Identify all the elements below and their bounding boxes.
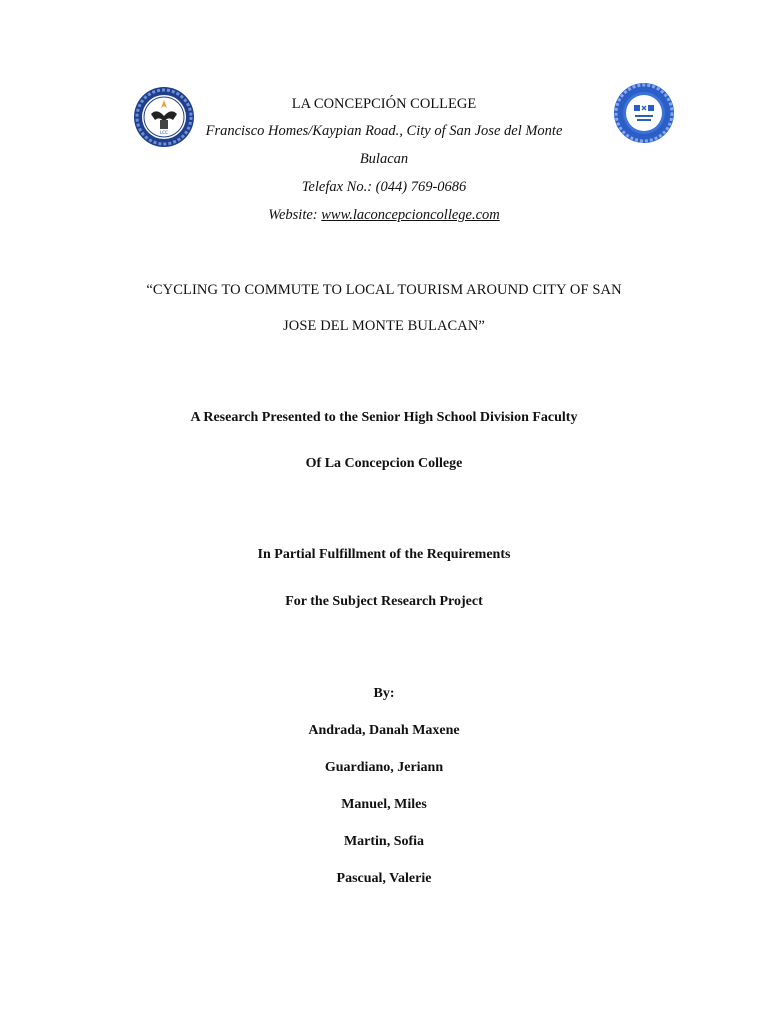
svg-text:LCC: LCC: [160, 130, 168, 135]
fulfillment-line-1: In Partial Fulfillment of the Requirements: [257, 547, 511, 562]
fulfillment-line-2: For the Subject Research Project: [285, 594, 483, 609]
author-name: Pascual, Valerie: [336, 871, 432, 886]
website-label: Website:: [268, 207, 322, 223]
telefax-line: Telefax No.: (044) 769-0686: [301, 179, 467, 195]
author-name: Martin, Sofia: [343, 834, 425, 849]
address-line-1: Francisco Homes/Kaypian Road., City of San Jose del Monte: [205, 123, 563, 139]
author-name: Manuel, Miles: [341, 797, 427, 812]
website-link[interactable]: www.laconcepcioncollege.com: [321, 207, 500, 223]
author-name: Guardiano, Jeriann: [324, 760, 444, 775]
research-title-line-2: JOSE DEL MONTE BULACAN”: [283, 318, 485, 334]
research-title-line-1: “CYCLING TO COMMUTE TO LOCAL TOURISM AROUND CITY OF SAN: [146, 282, 622, 298]
by-label: By:: [373, 686, 395, 701]
website-line: [0, 207, 768, 224]
presentation-line-2: Of La Concepcion College: [305, 456, 463, 471]
author-name: Andrada, Danah Maxene: [308, 723, 460, 738]
address-line-2: Bulacan: [359, 151, 409, 167]
presentation-line-1: A Research Presented to the Senior High School Division Faculty: [190, 410, 578, 425]
college-name: LA CONCEPCIÓN COLLEGE: [291, 96, 477, 112]
